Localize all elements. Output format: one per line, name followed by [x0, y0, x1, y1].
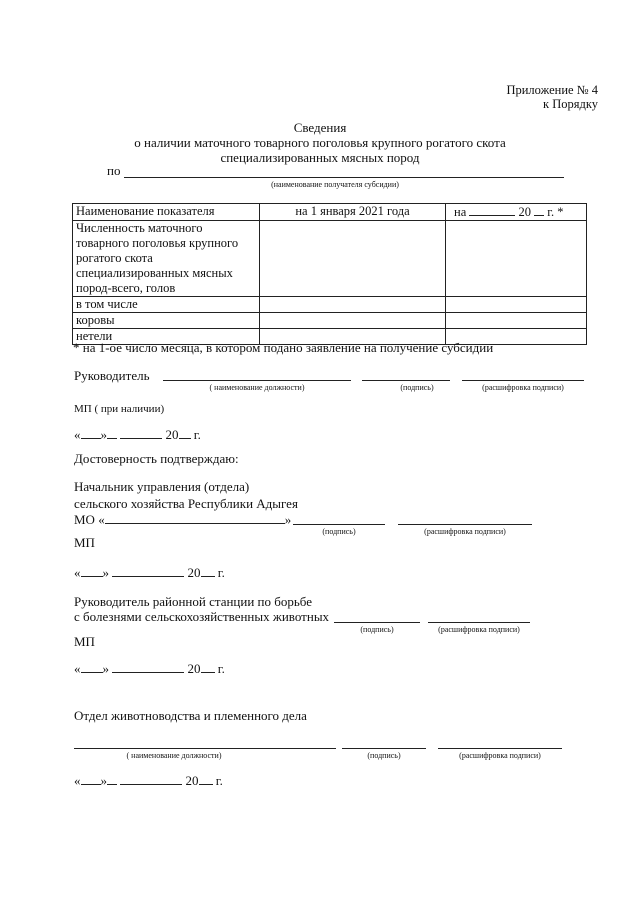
head-position-caption: ( наименование должности) [209, 383, 305, 392]
dept-decode-caption: (расшифровка подписи) [459, 751, 541, 760]
vet-stamp: МП [74, 634, 95, 649]
po-label: по [107, 163, 121, 178]
cell-cows-date[interactable] [446, 313, 587, 329]
head-decode-caption: (расшифровка подписи) [482, 383, 564, 392]
mo-line-1: Начальник управления (отдела) [74, 479, 250, 494]
livestock-table [72, 203, 587, 345]
cell-total-jan1[interactable] [260, 221, 446, 297]
mo-name-field[interactable] [105, 512, 285, 524]
head-decode-line[interactable] [462, 380, 584, 381]
recipient-line[interactable] [124, 177, 564, 178]
title-line-1: Сведения [293, 120, 347, 135]
vet-line-1: Руководитель районной станции по борьбе [74, 594, 313, 609]
dept-date: « » 20 г. [74, 773, 223, 788]
title-line-2: о наличии маточного товарного поголовья крупного рогатого скота [134, 135, 506, 150]
vet-decode-caption: (расшифровка подписи) [438, 625, 520, 634]
cell-total-date[interactable] [446, 221, 587, 297]
dept-title: Отдел животноводства и племенного дела [74, 708, 307, 723]
head-position-line[interactable] [163, 380, 351, 381]
row-heifers-label: нетели [73, 329, 260, 345]
head-signature-caption: (подпись) [400, 383, 434, 392]
dept-position-caption: ( наименование должности) [126, 751, 222, 760]
mo-line-2: сельского хозяйства Республики Адыгея [74, 496, 298, 511]
head-label: Руководитель [74, 368, 150, 383]
mo-month-field[interactable] [112, 565, 184, 577]
header-year: 20 [518, 205, 531, 219]
mo-date: « » 20 г. [74, 565, 225, 580]
table-header-row [73, 204, 587, 221]
cell-including-date[interactable] [446, 297, 587, 313]
dept-month-field[interactable] [120, 773, 182, 785]
head-signature-line[interactable] [362, 380, 450, 381]
order-label: к Порядку [543, 97, 598, 111]
vet-day-field[interactable] [81, 661, 103, 673]
dept-decode-line[interactable] [438, 748, 562, 749]
head-stamp: МП ( при наличии) [74, 403, 165, 415]
confirm-label: Достоверность подтверждаю: [74, 451, 239, 466]
mo-year-field[interactable] [201, 565, 215, 577]
row-including-label: в том числе [73, 297, 260, 313]
table-row [73, 221, 587, 297]
cell-including-jan1[interactable] [260, 297, 446, 313]
mo-signature-line[interactable] [293, 524, 385, 525]
mo-signature-caption: (подпись) [322, 527, 356, 536]
vet-month-field[interactable] [112, 661, 184, 673]
vet-line-2: с болезнями сельскохозяйственных животных [74, 609, 330, 624]
table-row [73, 297, 587, 313]
mo-decode-caption: (расшифровка подписи) [424, 527, 506, 536]
mo-name: МО « » [74, 512, 292, 527]
vet-decode-line[interactable] [428, 622, 530, 623]
vet-signature-line[interactable] [334, 622, 420, 623]
head-year-field[interactable] [179, 427, 191, 439]
header-date [446, 204, 587, 221]
cell-cows-jan1[interactable] [260, 313, 446, 329]
head-day-field[interactable] [81, 427, 101, 439]
dept-day-field[interactable] [81, 773, 101, 785]
dept-signature-caption: (подпись) [367, 751, 401, 760]
header-jan1: на 1 января 2021 года [260, 204, 446, 221]
footnote: * на 1-ое число месяца, в котором подано заявление на получение субсидии [73, 340, 494, 355]
table-row [73, 313, 587, 329]
recipient-caption: (наименование получателя субсидии) [271, 180, 399, 189]
mo-stamp: МП [74, 535, 95, 550]
head-month-field[interactable] [120, 427, 162, 439]
header-g: г. * [547, 205, 564, 219]
vet-signature-caption: (подпись) [360, 625, 394, 634]
header-indicator: Наименование показателя [73, 204, 260, 221]
dept-year-field[interactable] [199, 773, 213, 785]
row-cows-label: коровы [73, 313, 260, 329]
vet-year-field[interactable] [201, 661, 215, 673]
appendix-label: Приложение № 4 [506, 83, 598, 97]
mo-decode-line[interactable] [398, 524, 532, 525]
vet-date: « » 20 г. [74, 661, 225, 676]
dept-signature-line[interactable] [342, 748, 426, 749]
dept-position-line[interactable] [74, 748, 336, 749]
mo-day-field[interactable] [81, 565, 103, 577]
head-date: « » 20 г. [74, 427, 201, 442]
title-line-3: специализированных мясных пород [220, 150, 420, 165]
row-total-label: Численность маточного товарного поголовья крупного рогатого скота специализированных мясных пород-всего, голов [73, 221, 260, 297]
header-na: на [454, 205, 467, 219]
